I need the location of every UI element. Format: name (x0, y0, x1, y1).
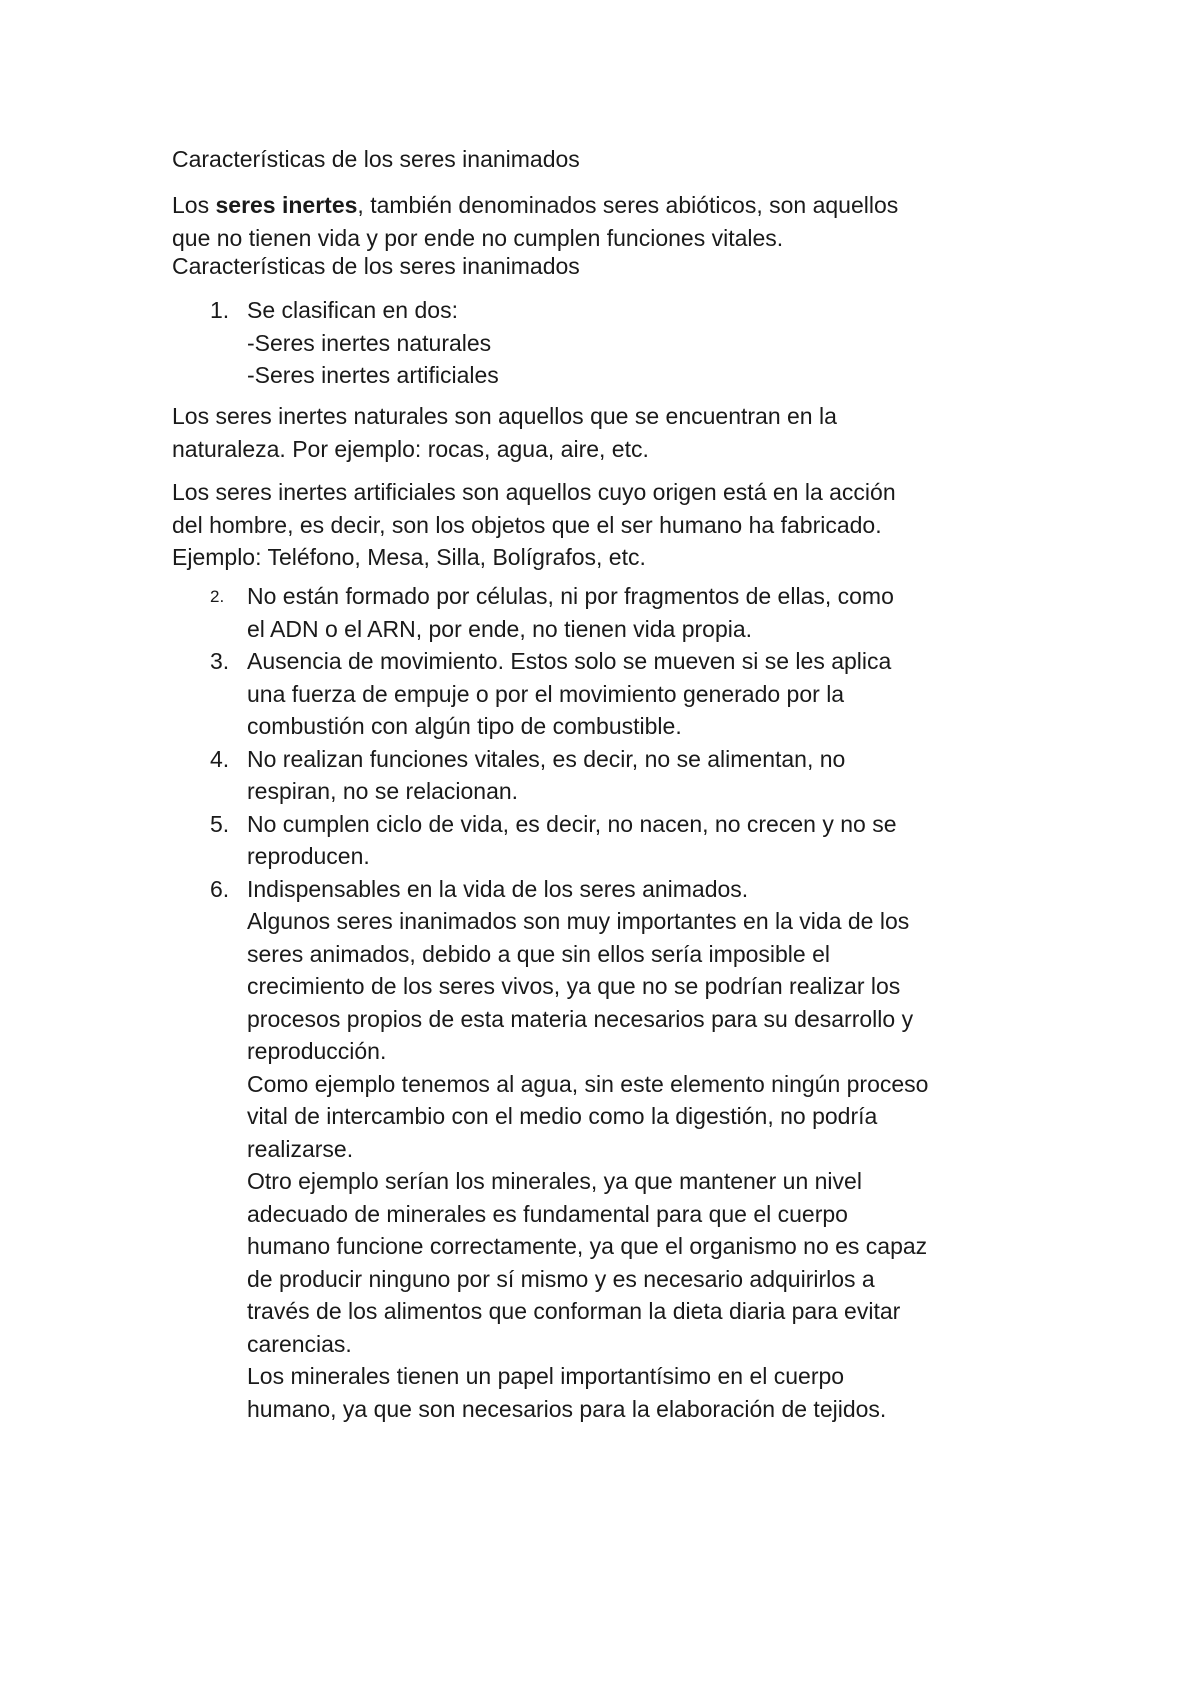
intro-paragraph (172, 189, 1052, 254)
list-line: humano funcione correctamente, ya que el organismo no es capaz (247, 1233, 928, 1259)
list-number: 4. (210, 745, 230, 772)
list-line: Indispensables en la vida de los seres animados. (247, 875, 749, 902)
list-line: humano, ya que son necesarios para la elaboración de tejidos. (247, 1395, 887, 1422)
intro-post: , también denominados seres abióticos, son aquellos (357, 192, 899, 218)
list-line: No están formado por células, ni por fragmentos de ellas, como (247, 583, 894, 609)
list-line: carencias. (247, 1330, 352, 1357)
paragraph-line: del hombre, es decir, son los objetos que el ser humano ha fabricado. (172, 511, 882, 538)
intro-line-1 (172, 189, 1052, 222)
list-line: No cumplen ciclo de vida, es decir, no nacen, no crecen y no se (247, 810, 897, 837)
paragraph-line: Los seres inertes naturales son aquellos que se encuentran en la (172, 403, 837, 429)
paragraph-line: naturaleza. Por ejemplo: rocas, agua, aire, etc. (172, 435, 649, 462)
list-number: 6. (210, 875, 230, 902)
list-number: 5. (210, 810, 230, 837)
list-line: vital de intercambio con el medio como la digestión, no podría (247, 1103, 878, 1129)
intro-bold-term: seres inertes (215, 192, 358, 218)
list-item-body (247, 808, 1057, 873)
heading-1 (172, 143, 1052, 176)
list-line: una fuerza de empuje o por el movimiento generado por la (247, 680, 845, 707)
paragraph-line: Ejemplo: Teléfono, Mesa, Silla, Bolígrafos, etc. (172, 544, 646, 570)
list-item-body (247, 743, 1057, 808)
list-line: Algunos seres inanimados son muy importantes en la vida de los (247, 908, 910, 934)
list-line: procesos propios de esta materia necesarios para su desarrollo y (247, 1005, 914, 1032)
list-line: través de los alimentos que conforman la dieta diaria para evitar (247, 1298, 901, 1324)
list-item-body (247, 294, 1057, 392)
list-line: combustión con algún tipo de combustible. (247, 713, 682, 739)
list-line: Ausencia de movimiento. Estos solo se mueven si se les aplica (247, 648, 892, 674)
paragraph-line: Los seres inertes artificiales son aquellos cuyo origen está en la acción (172, 479, 896, 505)
list-line: de producir ninguno por sí mismo y es necesario adquirirlos a (247, 1265, 875, 1292)
list-line: seres animados, debido a que sin ellos sería imposible el (247, 940, 830, 967)
list-item-body (247, 873, 1057, 1426)
intro-line-2: que no tienen vida y por ende no cumplen funciones vitales. (172, 224, 784, 251)
list-line: -Seres inertes naturales (247, 329, 492, 356)
list-line: realizarse. (247, 1135, 354, 1162)
heading-1-text: Características de los seres inanimados (172, 146, 580, 172)
heading-2 (172, 250, 1052, 283)
list-line: reproducen. (247, 843, 370, 869)
list-number: 3. (210, 648, 230, 674)
heading-2-text: Características de los seres inanimados (172, 253, 580, 279)
list-number: 2. (210, 587, 225, 606)
intro-pre: Los (172, 192, 216, 218)
list-line: adecuado de minerales es fundamental para que el cuerpo (247, 1200, 848, 1227)
list-line: Se clasifican en dos: (247, 297, 458, 323)
list-line: el ADN o el ARN, por ende, no tienen vida propia. (247, 615, 753, 642)
list-item-body (247, 580, 1057, 645)
paragraph-natural (172, 400, 1052, 465)
list-line: crecimiento de los seres vivos, ya que no se podrían realizar los (247, 973, 901, 999)
list-line: Otro ejemplo serían los minerales, ya que mantener un nivel (247, 1168, 862, 1194)
list-line: -Seres inertes artificiales (247, 362, 499, 388)
list-line: respiran, no se relacionan. (247, 778, 519, 804)
list-line: reproducción. (247, 1038, 387, 1064)
list-line: No realizan funciones vitales, es decir, no se alimentan, no (247, 745, 846, 772)
paragraph-artificial (172, 476, 1052, 574)
list-item-body (247, 645, 1057, 743)
list-number: 1. (210, 297, 230, 323)
list-line: Los minerales tienen un papel importantísimo en el cuerpo (247, 1363, 845, 1389)
list-line: Como ejemplo tenemos al agua, sin este elemento ningún proceso (247, 1070, 929, 1097)
